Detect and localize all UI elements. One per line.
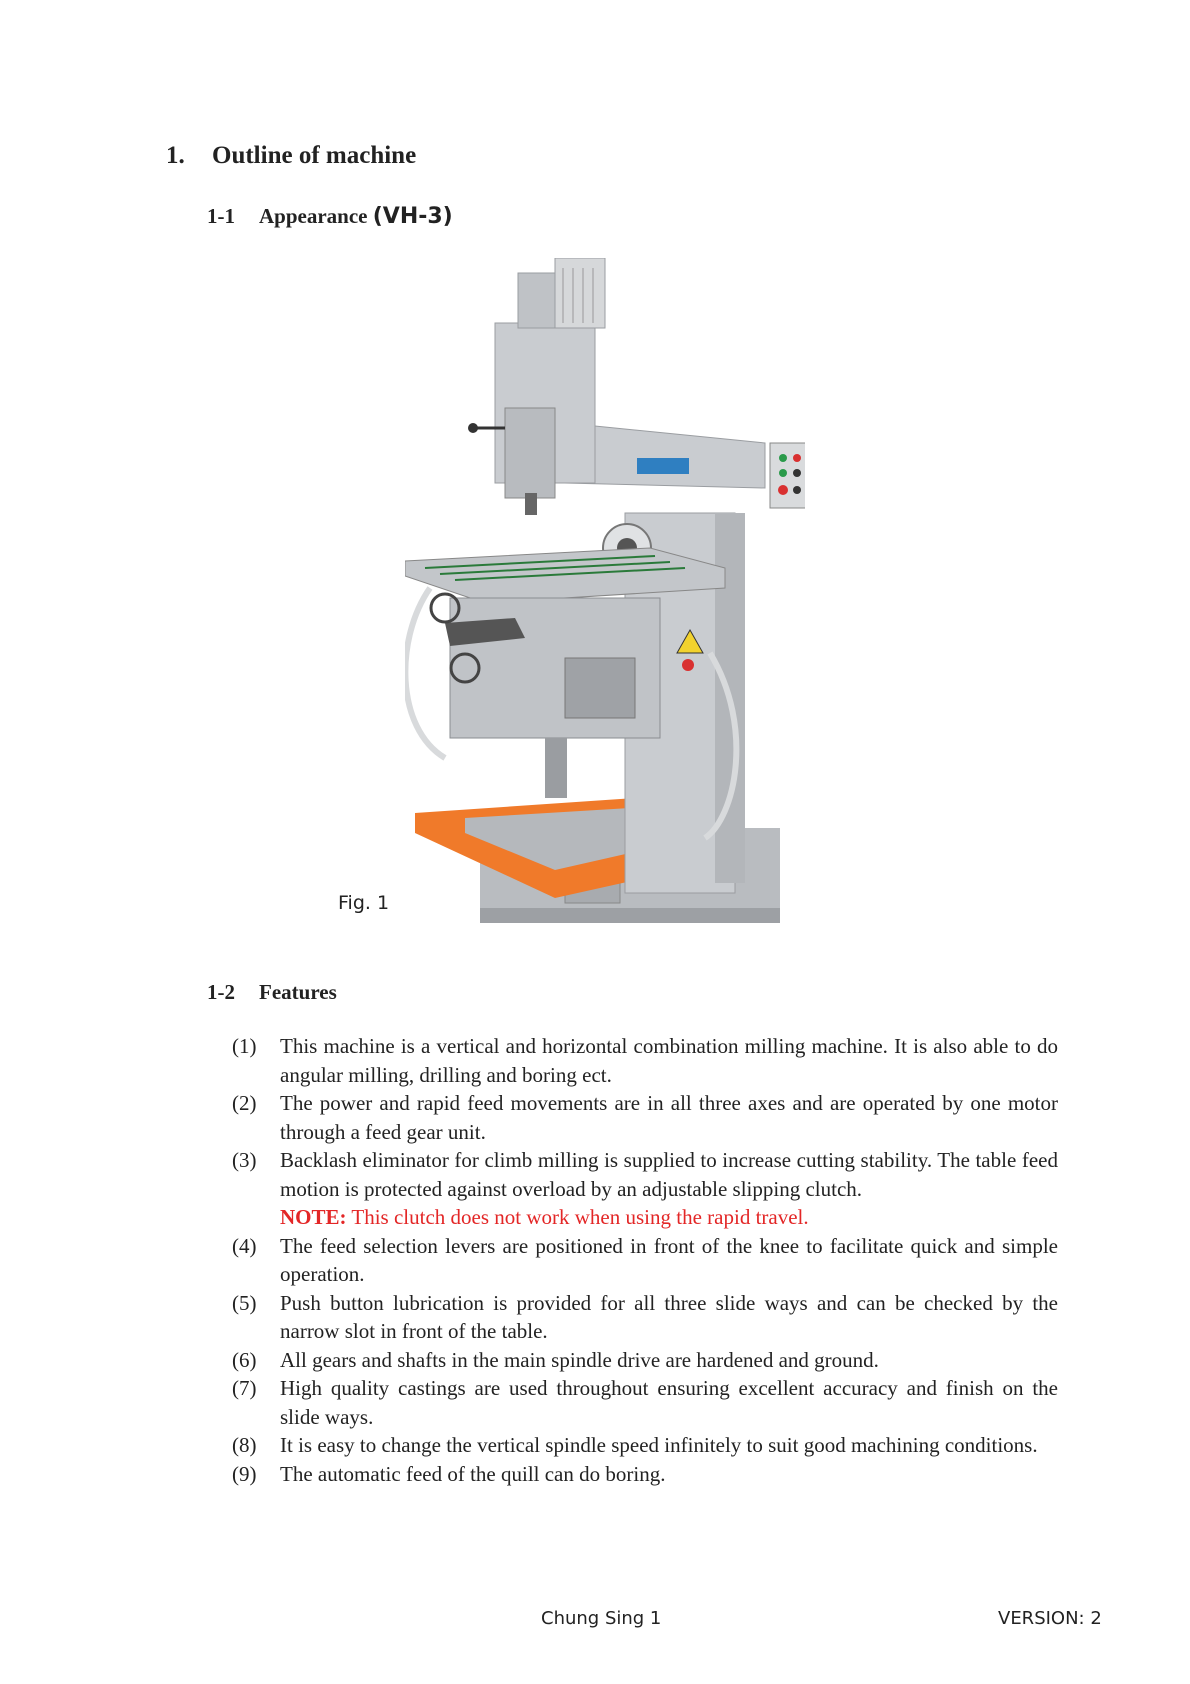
feature-item xyxy=(232,1032,1058,1089)
feature-text: The power and rapid feed movements are in all three axes and are operated by one motor through a feed gear unit. xyxy=(280,1091,1058,1144)
feature-number: (8) xyxy=(232,1433,257,1457)
feature-text: The automatic feed of the quill can do boring. xyxy=(280,1461,666,1486)
section-title: Outline of machine xyxy=(212,142,417,169)
feature-item xyxy=(232,1346,1058,1375)
features-heading xyxy=(207,980,337,1005)
footer-company: Chung Sing 1 xyxy=(541,1608,662,1629)
feature-text: Backlash eliminator for climb milling is supplied to increase cutting stability. The table feed motion is protected against overload by an adjustable slipping clutch. xyxy=(280,1148,1058,1201)
appearance-title: Appearance xyxy=(259,204,368,228)
features-title: Features xyxy=(259,980,337,1004)
features-list xyxy=(232,1032,1058,1488)
feature-number: (1) xyxy=(232,1034,257,1058)
section-number: 1. xyxy=(166,142,185,169)
feature-item xyxy=(232,1374,1058,1431)
figure-caption: Fig. 1 xyxy=(338,892,390,914)
feature-number: (9) xyxy=(232,1461,257,1486)
milling-machine-image xyxy=(405,258,805,928)
feature-number: (5) xyxy=(232,1290,257,1315)
feature-item xyxy=(232,1431,1058,1460)
feature-text: The feed selection levers are positioned in front of the knee to facilitate quick and simple operation. xyxy=(280,1233,1058,1286)
note xyxy=(280,1203,1058,1232)
feature-number: (4) xyxy=(232,1233,257,1258)
appearance-heading xyxy=(207,204,453,229)
feature-item xyxy=(232,1289,1058,1346)
note-text: This clutch does not work when using the rapid travel. xyxy=(346,1205,809,1229)
feature-number: (3) xyxy=(232,1148,257,1172)
feature-item xyxy=(232,1089,1058,1146)
feature-text: Push button lubrication is provided for all three slide ways and can be checked by the narrow slot in front of the table. xyxy=(280,1290,1058,1343)
model-label: (VH-3) xyxy=(372,204,453,229)
feature-number: (2) xyxy=(232,1091,257,1115)
feature-item xyxy=(232,1460,1058,1489)
feature-item xyxy=(232,1232,1058,1289)
appearance-number: 1-1 xyxy=(207,204,235,228)
feature-number: (7) xyxy=(232,1376,257,1400)
feature-number: (6) xyxy=(232,1347,257,1372)
footer-version: VERSION: 2 xyxy=(998,1608,1102,1629)
feature-item xyxy=(232,1146,1058,1232)
feature-text: It is easy to change the vertical spindle speed infinitely to suit good machining conditions. xyxy=(280,1433,1038,1457)
feature-text: This machine is a vertical and horizontal combination milling machine. It is also able to do angular milling, drilling and boring ect. xyxy=(280,1034,1058,1087)
feature-text: All gears and shafts in the main spindle drive are hardened and ground. xyxy=(280,1347,879,1372)
features-number: 1-2 xyxy=(207,980,235,1004)
feature-text: High quality castings are used throughout ensuring excellent accuracy and finish on the slide ways. xyxy=(280,1376,1058,1429)
note-label: NOTE: xyxy=(280,1205,347,1229)
section-heading xyxy=(166,142,416,170)
